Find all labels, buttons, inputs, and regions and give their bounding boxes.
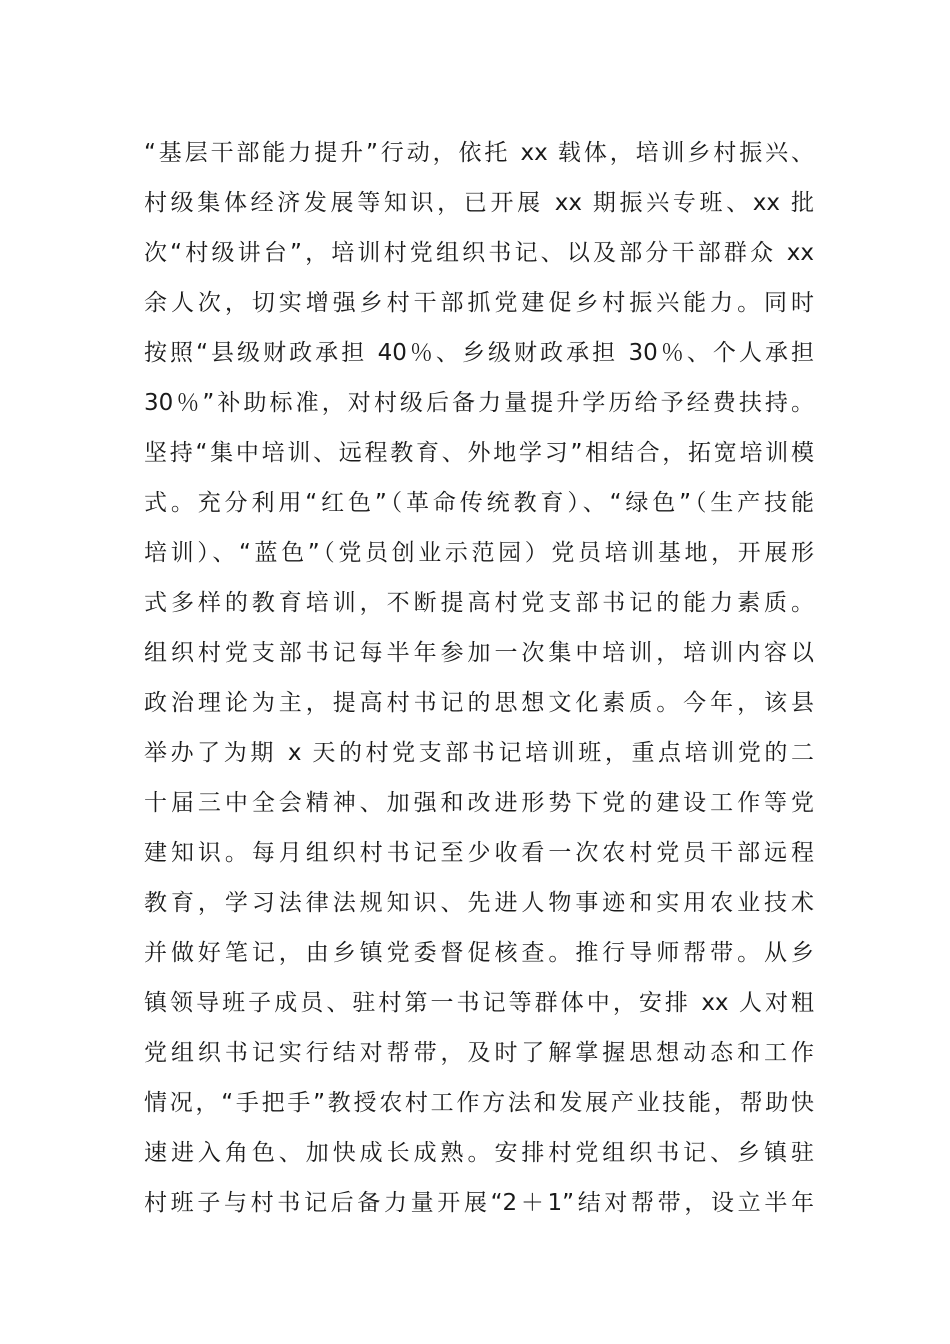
text-line: 培训）、“蓝色”（党员创业示范园）党员培训基地，开展形	[144, 540, 814, 566]
text-line: 次“村级讲台”，培训村党组织书记、以及部分干部群众 xx	[144, 240, 814, 266]
text-line: 余人次，切实增强乡村干部抓党建促乡村振兴能力。同时	[144, 290, 814, 316]
text-line: 建知识。每月组织村书记至少收看一次农村党员干部远程	[144, 840, 814, 866]
text-line: 村班子与村书记后备力量开展“2＋1”结对帮带，设立半年	[144, 1190, 814, 1216]
text-line: 政治理论为主，提高村书记的思想文化素质。今年，该县	[144, 690, 814, 716]
text-line: 镇领导班子成员、驻村第一书记等群体中，安排 xx 人对粗	[144, 990, 814, 1016]
text-line: 党组织书记实行结对帮带，及时了解掌握思想动态和工作	[144, 1040, 814, 1066]
body-paragraph	[144, 128, 814, 1228]
text-line: “基层干部能力提升”行动，依托 xx 载体，培训乡村振兴、	[144, 140, 814, 166]
text-line: 组织村党支部书记每半年参加一次集中培训，培训内容以	[144, 640, 814, 666]
text-line: 速进入角色、加快成长成熟。安排村党组织书记、乡镇驻	[144, 1140, 814, 1166]
text-line: 教育，学习法律法规知识、先进人物事迹和实用农业技术	[144, 890, 814, 916]
text-line: 并做好笔记，由乡镇党委督促核查。推行导师帮带。从乡	[144, 940, 814, 966]
text-line: 村级集体经济发展等知识，已开展 xx 期振兴专班、xx 批	[144, 190, 814, 216]
text-line: 30％”补助标准，对村级后备力量提升学历给予经费扶持。	[144, 390, 814, 416]
text-line: 按照“县级财政承担 40％、乡级财政承担 30％、个人承担	[144, 340, 814, 366]
text-line: 坚持“集中培训、远程教育、外地学习”相结合，拓宽培训模	[144, 440, 814, 466]
text-line: 十届三中全会精神、加强和改进形势下党的建设工作等党	[144, 790, 814, 816]
text-line: 情况，“手把手”教授农村工作方法和发展产业技能，帮助快	[144, 1090, 814, 1116]
text-line: 式。充分利用“红色”（革命传统教育）、“绿色”（生产技能	[144, 490, 814, 516]
text-line: 举办了为期 x 天的村党支部书记培训班，重点培训党的二	[144, 740, 814, 766]
text-line: 式多样的教育培训，不断提高村党支部书记的能力素质。	[144, 590, 814, 616]
